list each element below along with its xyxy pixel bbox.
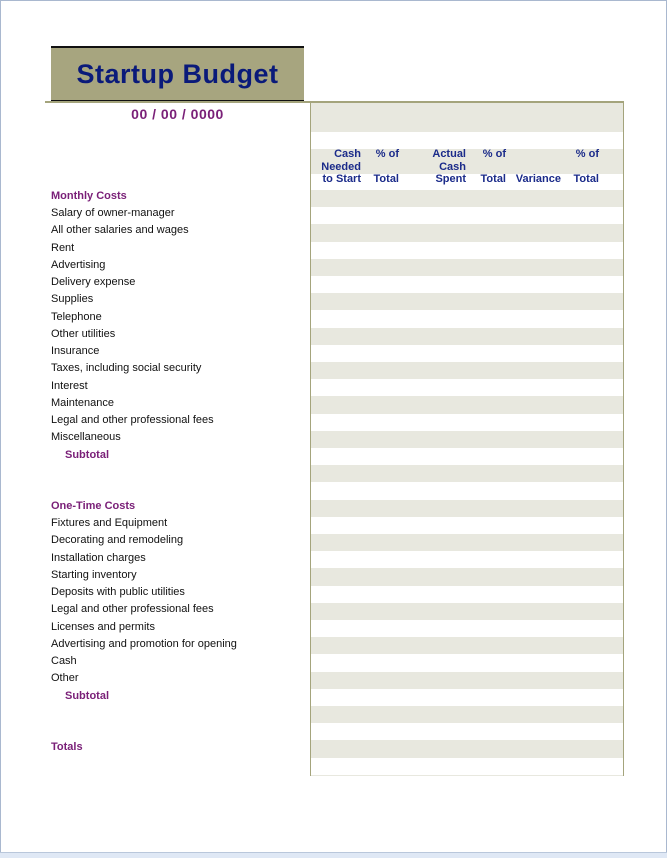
grid-band [311, 586, 623, 603]
grid-band [311, 224, 623, 241]
row-label: Legal and other professional fees [51, 414, 214, 426]
grid-band [311, 654, 623, 671]
column-header: Spent [435, 173, 466, 186]
grid-band [311, 603, 623, 620]
row-label: Supplies [51, 293, 93, 305]
subtotal-label: Subtotal [65, 690, 109, 702]
grid-band [311, 310, 623, 327]
section-heading-monthly: Monthly Costs [51, 190, 127, 202]
row-label: Delivery expense [51, 276, 135, 288]
grid-band [311, 396, 623, 413]
page-title: Startup Budget [77, 59, 279, 90]
column-header: Total [481, 173, 506, 186]
grid-band [311, 103, 623, 132]
grid-band [311, 345, 623, 362]
grid-band [311, 414, 623, 431]
grid-band [311, 132, 623, 149]
grid-band [311, 758, 623, 775]
grid-band [311, 534, 623, 551]
row-label: Insurance [51, 345, 99, 357]
row-label: Interest [51, 380, 88, 392]
grid-band [311, 689, 623, 706]
grid-band [311, 190, 623, 207]
budget-date[interactable]: 00 / 00 / 0000 [51, 106, 304, 122]
grid-band [311, 723, 623, 740]
column-header: % of [483, 148, 506, 161]
subtotal-label: Subtotal [65, 449, 109, 461]
row-label: Licenses and permits [51, 621, 155, 633]
row-label: Installation charges [51, 552, 146, 564]
grid-band [311, 259, 623, 276]
grid-band [311, 242, 623, 259]
grid-band [311, 482, 623, 499]
grid-band [311, 551, 623, 568]
row-label: All other salaries and wages [51, 224, 189, 236]
totals-label: Totals [51, 741, 83, 753]
row-label: Maintenance [51, 397, 114, 409]
grid-band [311, 379, 623, 396]
grid-band [311, 637, 623, 654]
grid-band [311, 500, 623, 517]
row-label: Starting inventory [51, 569, 137, 581]
column-header: % of [376, 148, 399, 161]
window-bottom-edge [0, 852, 667, 858]
grid-band [311, 740, 623, 757]
column-header: Total [374, 173, 399, 186]
grid-band [311, 431, 623, 448]
row-label: Cash [51, 655, 77, 667]
section-heading-onetime: One-Time Costs [51, 500, 135, 512]
grid-band [311, 328, 623, 345]
row-label: Telephone [51, 311, 102, 323]
grid-band [311, 362, 623, 379]
row-label: Advertising and promotion for opening [51, 638, 237, 650]
grid-band [311, 276, 623, 293]
column-header: to Start [323, 173, 362, 186]
row-label: Decorating and remodeling [51, 534, 183, 546]
column-header: Needed [321, 161, 361, 174]
row-label: Rent [51, 242, 74, 254]
column-header: Total [574, 173, 599, 186]
column-header: Actual [432, 148, 466, 161]
row-label: Advertising [51, 259, 105, 271]
row-label: Salary of owner-manager [51, 207, 175, 219]
row-label: Miscellaneous [51, 431, 121, 443]
row-label: Taxes, including social security [51, 362, 201, 374]
budget-grid [310, 103, 624, 776]
grid-band [311, 465, 623, 482]
grid-band [311, 620, 623, 637]
title-banner [51, 46, 304, 103]
row-label: Fixtures and Equipment [51, 517, 167, 529]
grid-band [311, 672, 623, 689]
column-header: % of [576, 148, 599, 161]
grid-band [311, 293, 623, 310]
grid-band [311, 448, 623, 465]
row-label: Other utilities [51, 328, 115, 340]
column-header: Cash [439, 161, 466, 174]
row-label: Deposits with public utilities [51, 586, 185, 598]
grid-band [311, 517, 623, 534]
grid-band [311, 568, 623, 585]
row-label: Legal and other professional fees [51, 603, 214, 615]
grid-band [311, 706, 623, 723]
column-header: Variance [516, 173, 561, 186]
column-header: Cash [334, 148, 361, 161]
grid-band [311, 207, 623, 224]
row-label: Other [51, 672, 79, 684]
